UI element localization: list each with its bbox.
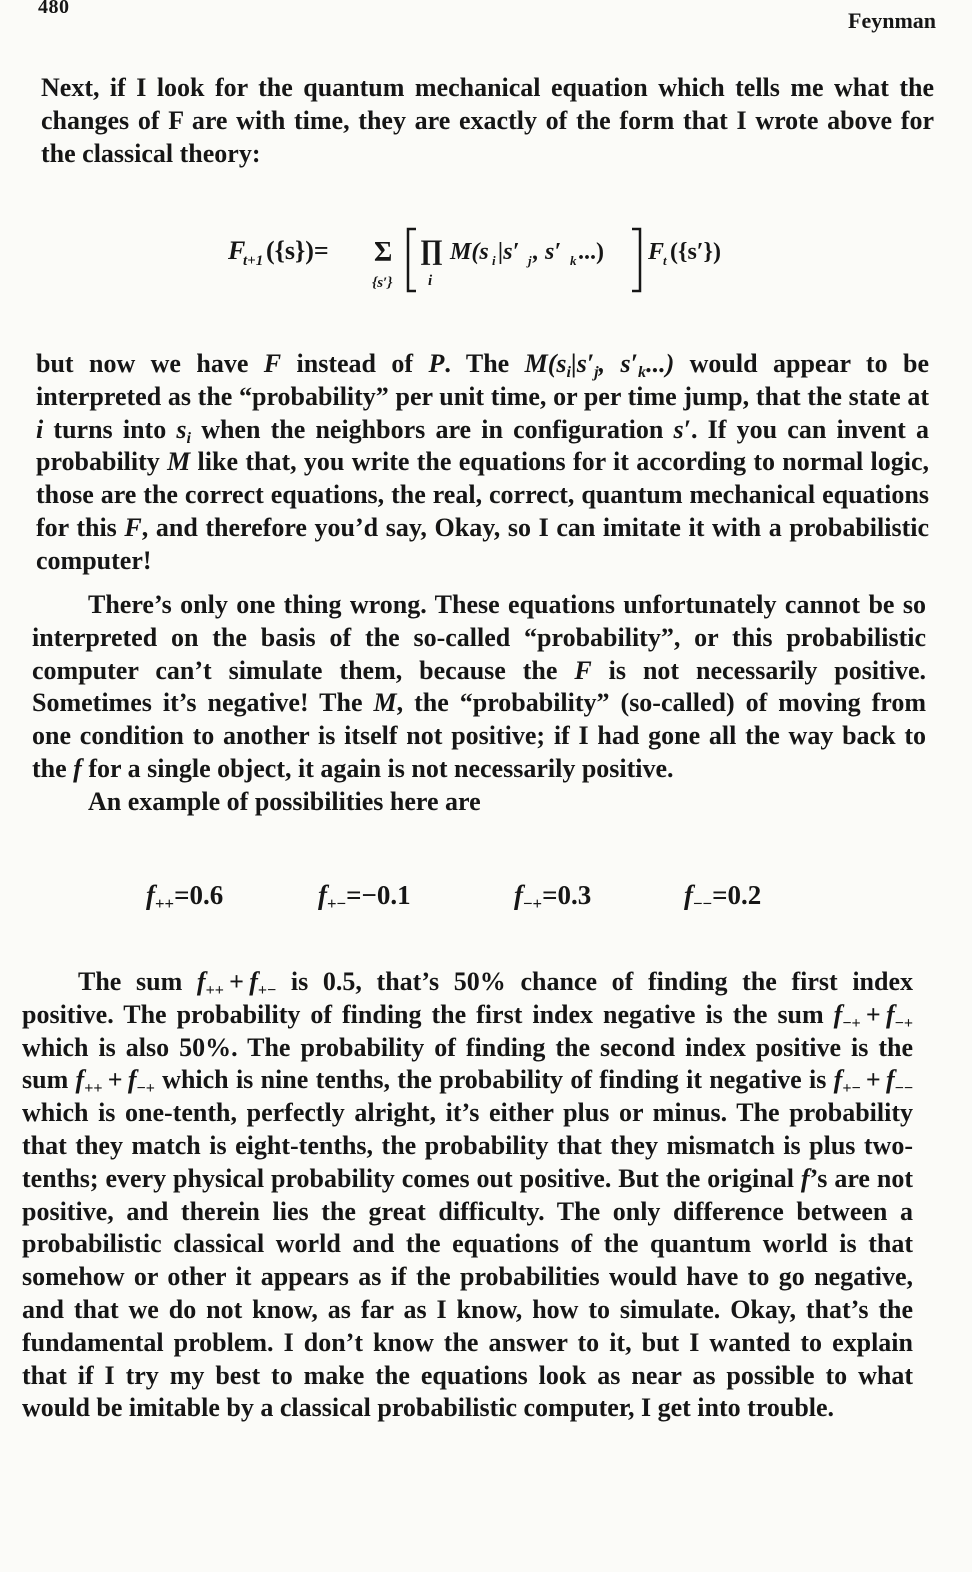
eq-kernel-sub-k: k [570,253,577,268]
eq-sum-sub: {s′} [372,275,393,291]
eq-lhs-sub: t+1 [243,253,264,269]
eq-open-bracket [408,229,416,291]
eq-kernel-end: ...) [578,239,604,265]
eq-lhs-arg: ({s})= [266,236,329,265]
value-f-mm: $f_{--}=0.2$ [684,880,762,914]
paragraph-1: Next, if I look for the quantum mechanical equation which tells me what the changes of F are with time, they are exactly of the form that I wrote above for the classical theory: [41,73,934,168]
equation-display [228,223,788,295]
value-f-mp: $f_{-+}=0.3$ [514,880,592,914]
eq-kernel-rest: |s′ [498,239,520,265]
eq-product-sub: i [428,273,433,289]
value-f-pp: $f_{++}=0.6$ [146,880,224,914]
eq-kernel: M(s [450,239,489,265]
eq-kernel-sub-i: i [492,253,496,268]
eq-close-bracket [632,229,640,291]
eq-sum-symbol: Σ [374,237,393,268]
value-f-pm: $f_{+-}=-0.1$ [318,880,411,914]
m-expression: $M(s_i|s'_j$, $s'_k$...) [524,349,675,381]
eq-product-symbol: ∏ [420,235,444,266]
eq-rhs-arg: ({s′}) [670,239,721,265]
eq-kernel-sub-j: j [528,253,532,268]
page-number: 480 [38,0,70,18]
eq-rhs-sub: t [663,253,667,268]
paragraph-3: There’s only one thing wrong. These equations unfortunately cannot be so interpreted on the basis of the so-called “probability”, or this probabilistic computer can’t simulate them, because the F is not necessarily positive. Sometimes it’s negative! The M, the “probability” (so-called) of moving from one condition to another is itself not positive; if I had gone all the way back to the f for a single object, it again is not necessarily positive. An example of possibilities here are [32,590,926,816]
paragraph-2: but now we have F instead of P. The $M(s_i|s'_j$, $s'_k$...) would appear to be interpreted as the “probability” per unit time, or per time jump, that the state at i turns into $s_i$ when the neighbors are in configuration s′. If you can invent a probability M like that, you write the equations for it according to normal logic, those are the correct equations, the real, correct, quantum mechanical equations for this F, and therefore you’d say, Okay, so I can imitate it with a probabilistic computer! [36,349,930,575]
eq-lhs: F [228,236,246,265]
running-head: Feynman [848,8,936,33]
eq-kernel-tail: , s′ [533,239,562,265]
eq-rhs: F [648,239,665,265]
paragraph-4: The sum $f_{++} + f_{+-}$ is 0.5, that’s 50% chance of finding the first index positive. The probability of finding the first index negative is the sum $f_{-+} + f_{-+}$ which is also 50%. The probability of finding the second index positive is the sum $f_{++} + f_{-+}$ which is nine tenths, the probability of finding it negative is $f_{+-} + f_{--}$ which is one-tenth, perfectly alright, it’s either plus or minus. The probability that they match is eight-tenths, the probability that they mismatch is plus two-tenths; every physical probability comes out positive. But the original f’s are not positive, and therein lies the great difficulty. The only difference between a probabilistic classical world and the equations of the quantum world is that somehow or other it appears as if the probabilities would have to go negative, and that we do not know, as far as I know, how to simulate. Okay, that’s the fundamental problem. I don’t know the answer to it, but I wanted to explain that if I try my best to make the equations look as near as possible to what would be imitable by a classical probabilistic computer, I get into trouble. [22,967,914,1423]
example-values [146,880,846,930]
